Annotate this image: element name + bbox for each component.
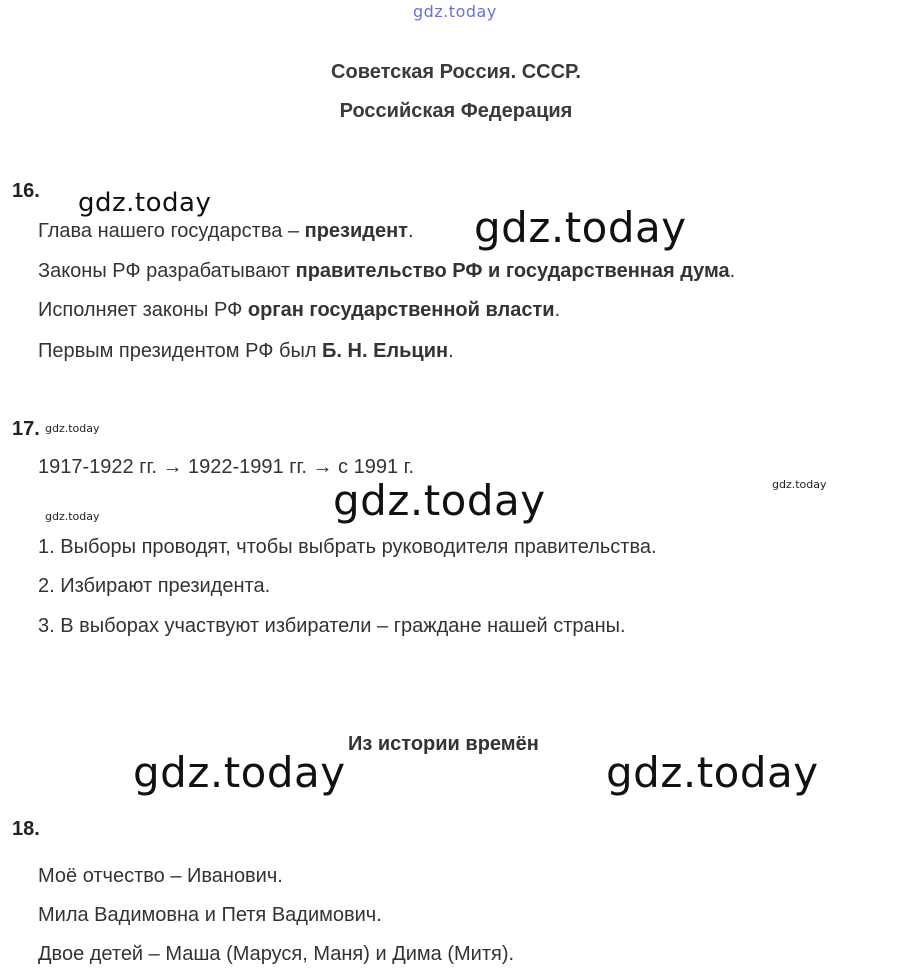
watermark: gdz.today [772, 478, 827, 491]
page-title-line2: Российская Федерация [339, 100, 573, 122]
watermark: gdz.today [45, 422, 100, 435]
task16-line-2: Законы РФ разрабатывают правительство РФ и государственная дума. [38, 260, 736, 282]
task17-item-1: 1. Выборы проводят, чтобы выбрать руководителя правительства. [38, 536, 657, 558]
task17-item-2: 2. Избирают президента. [38, 575, 271, 597]
watermark: gdz.today [606, 748, 819, 797]
section-title: Из истории времён [348, 733, 539, 755]
task18-line-1: Моё отчество – Иванович. [38, 865, 283, 887]
task18-line-3: Двое детей – Маша (Маруся, Маня) и Дима (Митя). [38, 943, 515, 965]
watermark: gdz.today [333, 476, 546, 525]
watermark-top: gdz.today [413, 2, 497, 21]
task-number-18: 18. [12, 818, 40, 840]
task16-line-3: Исполняет законы РФ орган государственной власти. [38, 299, 561, 321]
watermark: gdz.today [133, 748, 346, 797]
watermark: gdz.today [78, 188, 212, 218]
task18-line-2: Мила Вадимовна и Петя Вадимович. [38, 904, 382, 926]
task17-timeline: 1917-1922 гг. → 1922-1991 гг. → с 1991 г. [38, 456, 415, 478]
watermark: gdz.today [45, 510, 100, 523]
page-title-line1: Советская Россия. СССР. [331, 61, 581, 83]
task17-item-3: 3. В выборах участвуют избиратели – граждане нашей страны. [38, 615, 626, 637]
task16-line-1: Глава нашего государства – президент. [38, 220, 414, 242]
watermark: gdz.today [474, 203, 687, 252]
task-number-16: 16. [12, 180, 40, 202]
task-number-17: 17. [12, 418, 40, 440]
task16-line-4: Первым президентом РФ был Б. Н. Ельцин. [38, 340, 454, 362]
